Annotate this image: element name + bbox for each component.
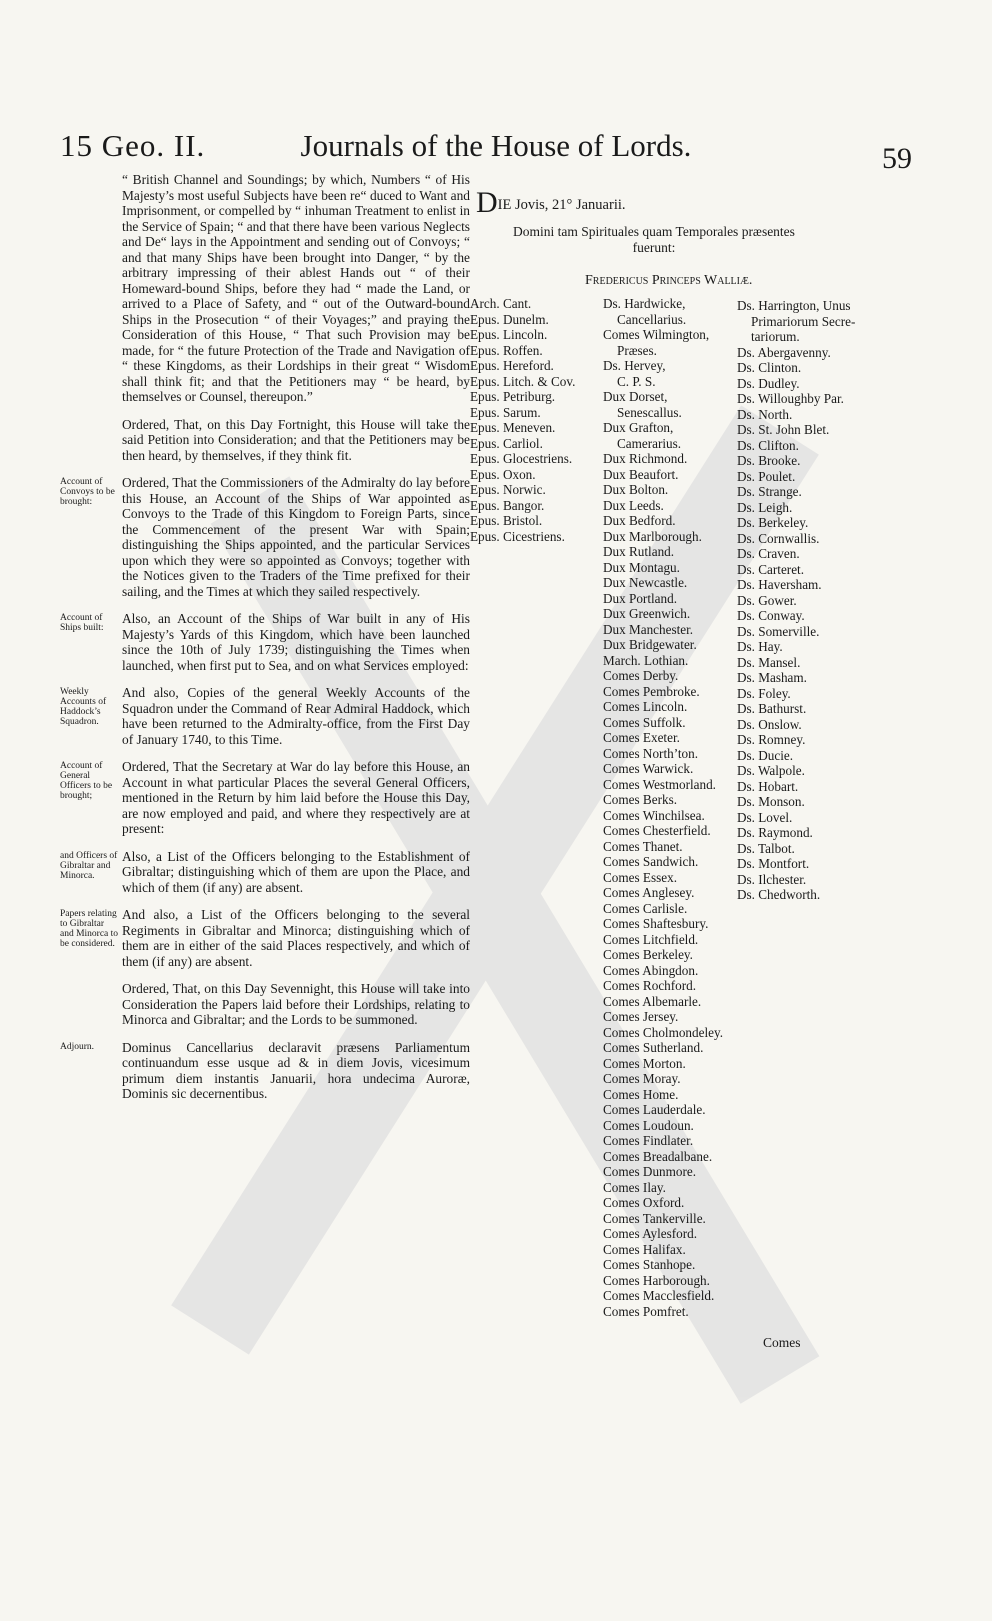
lord-name: Ds. Bathurst. <box>737 701 807 716</box>
paragraph <box>60 417 470 464</box>
paragraph-text: Also, a List of the Officers belonging to the Establishment of Gibraltar; distinguishing which of them are upon the Place, and which of them (if any) are absent. <box>122 848 470 895</box>
lord-name: Dux Leeds. <box>603 497 664 513</box>
paragraph-text: Ordered, That, on this Day Sevennight, this House will take into Consideration the Papers laid before their Lordships, relating to Minorca and Gibraltar; and the Lords to be summoned. <box>122 981 470 1027</box>
lord-name: Comes Anglesey. <box>603 885 695 900</box>
marginal-note: and Officers of Gibraltar and Minorca. <box>60 850 118 881</box>
lord-name: Comes Harborough. <box>603 1272 710 1288</box>
lord-name: Comes Findlater. <box>603 1133 694 1148</box>
lord-name: Ds. Somerville. <box>737 623 820 639</box>
paragraph <box>60 685 470 747</box>
lord-name: Arch. Cant. <box>470 296 532 311</box>
lord-name: Comes Lauderdale. <box>603 1102 706 1117</box>
lord-name: Camerarius. <box>617 435 682 451</box>
lord-name: Ds. Hay. <box>737 639 783 654</box>
lord-name: Præses. <box>617 342 657 358</box>
lord-name: C. P. S. <box>617 373 656 389</box>
lord-name: Ds. Willoughby Par. <box>737 391 844 406</box>
paragraph <box>60 849 470 896</box>
lord-name: Comes Berks. <box>603 792 677 807</box>
lord-name: Ds. Gower. <box>737 592 797 608</box>
lord-name: Dux Bolton. <box>603 482 669 497</box>
lord-name: Comes Winchilsea. <box>603 807 705 823</box>
lord-name: Epus. Bangor. <box>470 497 545 513</box>
lord-name: Epus. Glocestriens. <box>470 451 573 466</box>
lord-name: Comes Aylesford. <box>603 1226 698 1241</box>
lord-name: Comes Litchfield. <box>603 931 699 947</box>
lord-name: Ds. Berkeley. <box>737 515 809 530</box>
lord-name: Ds. Monson. <box>737 794 805 809</box>
lord-name: Ds. Strange. <box>737 484 802 499</box>
lord-name: Ds. Mansel. <box>737 654 801 670</box>
lord-name: Comes Derby. <box>603 668 679 683</box>
lord-name: Ds. Leigh. <box>737 499 793 515</box>
date-initial: D <box>476 186 498 219</box>
lord-name: Comes Albemarle. <box>603 993 702 1009</box>
lord-name: Comes Breadalbane. <box>603 1148 713 1164</box>
marginal-note: Weekly Accounts of Haddock’s Squadron. <box>60 687 107 727</box>
lord-name: Comes Stanhope. <box>603 1257 696 1272</box>
lord-name: Epus. Norwic. <box>470 482 546 497</box>
lord-name: Comes Halifax. <box>603 1241 686 1257</box>
lord-name: March. Lothian. <box>603 652 689 668</box>
lord-name: Comes Essex. <box>603 869 677 885</box>
lord-name: Ds. Hardwicke, <box>603 296 686 311</box>
lord-name: Ds. Abergavenny. <box>737 344 831 360</box>
lord-name: Dux Newcastle. <box>603 575 688 590</box>
lord-name: Comes Abingdon. <box>603 962 699 978</box>
marginal-note: Account of Ships built: <box>60 613 104 633</box>
lord-name: Comes Chesterfield. <box>603 823 711 838</box>
lord-name: Epus. Oxon. <box>470 466 536 482</box>
lord-name: Epus. Meneven. <box>470 420 556 435</box>
lord-name: Epus. Lincoln. <box>470 327 548 342</box>
lord-name: Epus. Dunelm. <box>470 311 549 327</box>
lord-name: Ds. Foley. <box>737 685 791 701</box>
lord-name: Comes Exeter. <box>603 730 680 745</box>
lord-name: Ds. Carteret. <box>737 561 805 577</box>
lord-name: Ds. Chedworth. <box>737 887 821 902</box>
lord-name: Ds. Clinton. <box>737 360 802 375</box>
marginal-note: Adjourn. <box>60 1041 95 1052</box>
lord-name: Dux Marlborough. <box>603 528 702 544</box>
lord-name: Ds. Talbot. <box>737 840 795 856</box>
lord-name: Primariorum Secre- <box>751 313 856 329</box>
lord-name: Senescallus. <box>617 404 682 420</box>
lord-name: Ds. Harrington, Unus <box>737 298 851 313</box>
lord-name: Comes Morton. <box>603 1055 686 1071</box>
lord-name: Ds. Romney. <box>737 732 806 747</box>
lord-name: Ds. Brooke. <box>737 453 801 468</box>
paragraph <box>60 172 470 405</box>
lord-name: Ds. Hervey, <box>603 358 666 373</box>
lord-name: Ds. Craven. <box>737 546 800 561</box>
lord-name: Ds. Cornwallis. <box>737 530 820 546</box>
lord-name: Ds. North. <box>737 406 793 422</box>
lord-name: Epus. Petriburg. <box>470 389 556 404</box>
paragraph <box>60 759 470 837</box>
lord-name: Dux Portland. <box>603 590 677 606</box>
domini-heading: Domini tam Spirituales quam Temporales præsentes fuerunt: <box>513 224 795 255</box>
lord-name: Epus. Sarum. <box>470 404 541 420</box>
lord-name: Cancellarius. <box>617 311 687 327</box>
lord-name: Ds. St. John Blet. <box>737 422 830 437</box>
lord-name: Dux Bedford. <box>603 513 676 528</box>
lord-name: Ds. Masham. <box>737 670 807 685</box>
lord-name: Ds. Haversham. <box>737 577 822 592</box>
date-heading <box>476 186 626 220</box>
lords-temporal-column-2 <box>737 298 855 903</box>
left-column <box>60 172 470 1114</box>
lord-name: Comes Berkeley. <box>603 947 693 962</box>
header-title: Journals of the House of Lords. <box>300 128 692 163</box>
paragraph-text: And also, Copies of the general Weekly Accounts of the Squadron under the Command of Rear Admiral Haddock, which have been returned to the Admiralty-office, from the First Day of January 1740, to this Time. <box>122 685 470 747</box>
lord-name: Dux Bridgewater. <box>603 637 697 652</box>
lord-name: Comes Suffolk. <box>603 714 686 730</box>
lord-name: Dux Beaufort. <box>603 466 679 482</box>
lord-name: Comes Jersey. <box>603 1009 679 1024</box>
lord-name: Comes Dunmore. <box>603 1164 697 1179</box>
marginal-note: Papers relating to Gibraltar and Minorca to be considered. <box>60 909 119 949</box>
lord-name: Ds. Montfort. <box>737 856 810 871</box>
lord-name: Comes Carlisle. <box>603 900 688 916</box>
paragraph-text: Ordered, That, on this Day Fortnight, this House will take the said Petition into Consideration; and that the Petitioners may be then heard, by themselves, if they think fit. <box>122 416 470 463</box>
paragraph-text: Also, an Account of the Ships of War built in any of His Majesty’s Yards of this Kingdom, which have been launched since the 10th of July 1739; distinguishing the Times when launched, when first put to Sea, and on what Services employed: <box>122 611 470 673</box>
date-text: IE Jovis, 21° Januarii. <box>497 197 626 213</box>
lord-name: Comes Moray. <box>603 1071 681 1086</box>
marginal-note: Account of Convoys to be brought: <box>60 477 115 507</box>
lord-name: Comes Thanet. <box>603 838 683 854</box>
lord-name: Comes Lincoln. <box>603 699 688 714</box>
lord-name: Comes Loudoun. <box>603 1117 694 1133</box>
lord-name: Dux Rutland. <box>603 544 675 559</box>
paragraph-text: Ordered, That the Secretary at War do lay before this House, an Account in what particular Places the several General Officers, mentioned in the Return by him laid before the House this Day, are now employed and paid, and where they respectively are at present: <box>122 759 470 836</box>
marginal-note: Account of General Officers to be brought; <box>60 761 113 801</box>
lord-name: Dux Greenwich. <box>603 606 691 621</box>
lord-name: Comes Sandwich. <box>603 854 699 869</box>
paragraph <box>60 1040 470 1102</box>
lord-name: Ds. Hobart. <box>737 778 799 794</box>
lord-name: Ds. Ilchester. <box>737 871 807 887</box>
lord-name: Dux Montagu. <box>603 559 680 575</box>
lord-name: Comes Cholmondeley. <box>603 1024 724 1040</box>
paragraph <box>60 611 470 673</box>
lord-name: Dux Manchester. <box>603 621 694 637</box>
lord-name: tariorum. <box>751 329 800 344</box>
lord-name: Ds. Ducie. <box>737 747 794 763</box>
paragraph-text: Ordered, That the Commissioners of the Admiralty do lay before this House, an Account of the Ships of War appointed as Convoys to the Trade of this Kingdom to Foreign Parts, since the Commencement of the present War with Spain; distinguishing the Ships appointed, and the particular Services upon which they were so appointed as Convoys; together with the Notices given to the Traders of the Time prefixed for their sailing, and the Times at which they sailed respectively. <box>122 475 470 599</box>
lord-name: Epus. Hereford. <box>470 358 554 373</box>
lord-name: Comes North’ton. <box>603 745 698 761</box>
lord-name: Comes Westmorland. <box>603 776 716 792</box>
lord-name: Ds. Lovel. <box>737 809 793 825</box>
lord-name: Comes Macclesfield. <box>603 1288 715 1303</box>
lord-name: Ds. Raymond. <box>737 825 813 840</box>
lord-name: Epus. Carliol. <box>470 435 543 451</box>
lord-name: Ds. Conway. <box>737 608 805 623</box>
lord-name: Comes Home. <box>603 1086 679 1102</box>
lord-name: Comes Wilmington, <box>603 327 710 342</box>
catchword: Comes <box>763 1335 801 1350</box>
paragraph-text: “ British Channel and Soundings; by which, Numbers “ of His Majesty’s most useful Subjects have been re“ duced to Want and Imprisonment, or compelled by “ inhuman Treatment to enlist in the Service of Spain; “ and that there have been various Neglects and De“ lays in the Appointment and sending out of Convoys; “ and that many Ships have been brought into Danger, “ by the arbitrary impressing of their ablest Hands out “ of their Homeward-bound Ships, before they had “ made the Land, or arrived to a Place of Safety, and “ out of the Outward-bound Ships in the Prosecution “ of their Voyages;” and praying the Consideration of this House, “ That such Provision may be made, for “ the future Protection of the Trade and Navigation of “ these Kingdoms, as their Lordships in their great “ Wisdom shall think fit; and that the Petitioners may “ be heard, by themselves or Counsel, thereupon.” <box>122 172 470 404</box>
lord-name: Ds. Onslow. <box>737 716 802 732</box>
lord-name: Dux Grafton, <box>603 420 674 435</box>
lord-name: Ds. Dudley. <box>737 375 800 391</box>
lord-name: Ds. Walpole. <box>737 763 805 778</box>
lord-name: Ds. Poulet. <box>737 468 796 484</box>
lord-name: Comes Oxford. <box>603 1195 685 1210</box>
lord-name: Ds. Clifton. <box>737 437 799 453</box>
paragraph-text: Dominus Cancellarius declaravit præsens Parliamentum continuandum esse usque ad & in diem Jovis, vicesimum primum diem instantis Januarii, hora undecima Auroræ, Dominis sic decernentibus. <box>122 1039 470 1101</box>
lord-name: Dux Dorset, <box>603 389 668 404</box>
lords-spiritual-column <box>470 296 575 544</box>
lord-name: Comes Rochford. <box>603 978 697 993</box>
paragraph <box>60 475 470 599</box>
lord-name: Dux Richmond. <box>603 451 688 466</box>
lord-name: Epus. Roffen. <box>470 342 543 358</box>
lord-name: Comes Pembroke. <box>603 683 700 699</box>
lord-name: Comes Sutherland. <box>603 1040 704 1055</box>
page-number: 59 <box>882 142 912 175</box>
lord-name: Comes Ilay. <box>603 1179 666 1195</box>
lords-temporal-column-1 <box>603 296 723 1319</box>
lord-name: Comes Pomfret. <box>603 1303 689 1319</box>
header-left: 15 Geo. II. <box>60 128 206 163</box>
lord-name: Epus. Litch. & Cov. <box>470 373 576 389</box>
lord-name: Comes Shaftesbury. <box>603 916 709 931</box>
lord-name: Epus. Cicestriens. <box>470 528 565 544</box>
lord-name: Comes Tankerville. <box>603 1210 706 1226</box>
lord-name: Comes Warwick. <box>603 761 694 776</box>
lord-name: Epus. Bristol. <box>470 513 543 528</box>
paragraph-text: And also, a List of the Officers belonging to the several Regiments in Gibraltar and Minorca; distinguishing which of them are in either of the said Places respectively, and which of them (if any) are absent. <box>122 907 470 969</box>
princeps-line: Fredericus Princeps Walliæ. <box>585 273 753 288</box>
paragraph <box>60 981 470 1028</box>
paragraph <box>60 907 470 969</box>
